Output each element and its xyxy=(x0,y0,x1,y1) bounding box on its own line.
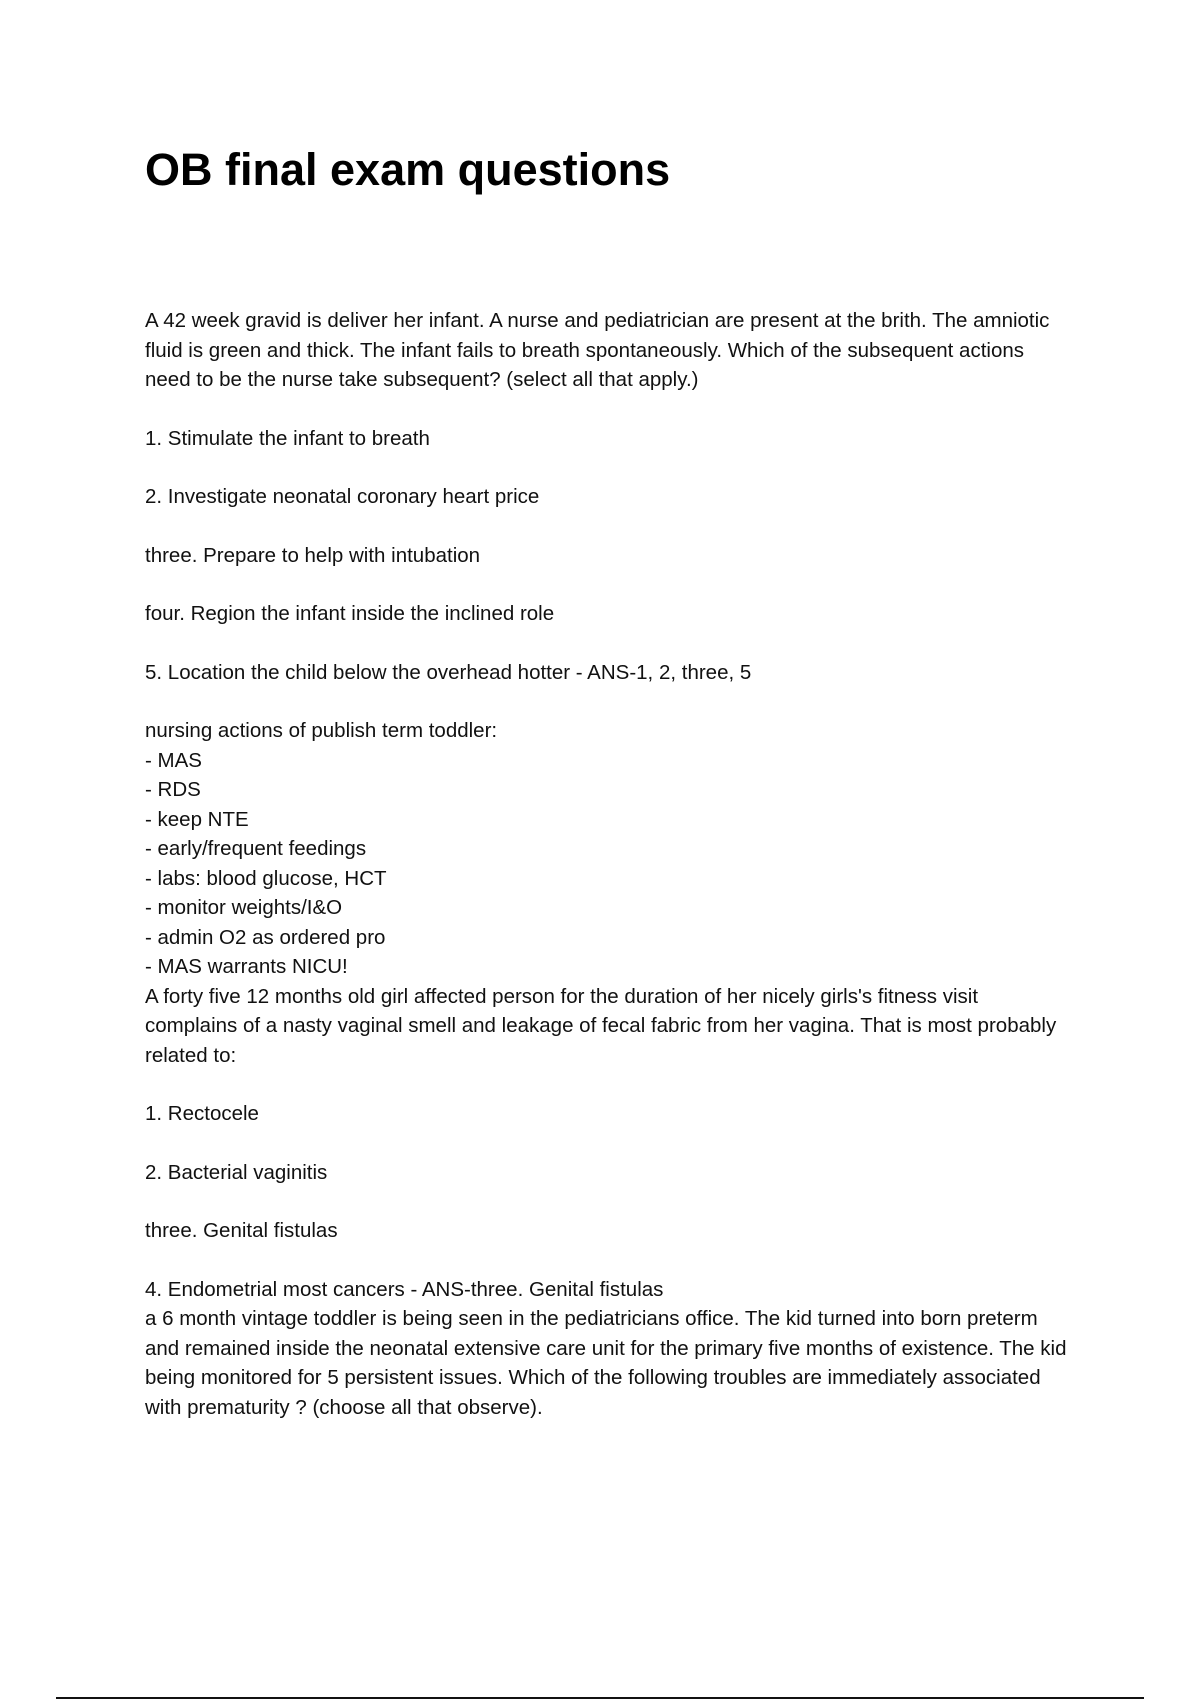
question-2-option-3: three. Genital fistulas xyxy=(145,1219,338,1242)
notes-item: - early/frequent feedings xyxy=(145,837,367,860)
notes-item: - labs: blood glucose, HCT xyxy=(145,866,387,890)
question-2-stem: A forty five 12 months old girl affected person for the duration of her nicely girls's fitness visit complains of a nasty vaginal smell and leakage of fecal fabric from her vagina. That is most probably related to: xyxy=(145,984,1057,1067)
question-1-option-2: 2. Investigate neonatal coronary heart price xyxy=(145,485,540,508)
question-2-option-2: 2. Bacterial vaginitis xyxy=(145,1160,328,1184)
notes-item: - admin O2 as ordered pro xyxy=(145,925,386,949)
notes-heading: nursing actions of publish term toddler: xyxy=(145,719,498,742)
question-2-option-4-answer: 4. Endometrial most cancers - ANS-three. Genital fistulas xyxy=(145,1277,664,1301)
notes-item: - monitor weights/I&O xyxy=(145,896,343,919)
question-1-option-3: three. Prepare to help with intubation xyxy=(145,543,481,567)
page-title: OB final exam questions xyxy=(145,144,671,195)
question-3-stem: a 6 month vintage toddler is being seen in the pediatricians office. The kid turned into born preterm and remained inside the neonatal extensive care unit for the primary five months of existence. The kid being monitored for 5 persistent issues. Which of the following troubles are immediately associated with prematurity ? (choose all that observe). xyxy=(145,1307,1067,1419)
notes-item: - MAS warrants NICU! xyxy=(145,955,348,978)
document-body xyxy=(145,306,1075,1422)
question-1-stem: A 42 week gravid is deliver her infant. A nurse and pediatrician are present at the brith. The amniotic fluid is green and thick. The infant fails to breath spontaneously. Which of the subsequent actions need to be the nurse take subsequent? (select all that apply.) xyxy=(145,309,1050,391)
question-1-option-5-answer: 5. Location the child below the overhead hotter - ANS-1, 2, three, 5 xyxy=(145,660,752,684)
question-1-option-1: 1. Stimulate the infant to breath xyxy=(145,426,430,450)
notes-item: - RDS xyxy=(145,778,201,801)
question-2-option-1: 1. Rectocele xyxy=(145,1102,259,1125)
page-bottom-divider xyxy=(56,1697,1144,1699)
notes-item: - MAS xyxy=(145,748,202,772)
question-1-option-4: four. Region the infant inside the inclined role xyxy=(145,602,555,625)
notes-item: - keep NTE xyxy=(145,807,249,831)
